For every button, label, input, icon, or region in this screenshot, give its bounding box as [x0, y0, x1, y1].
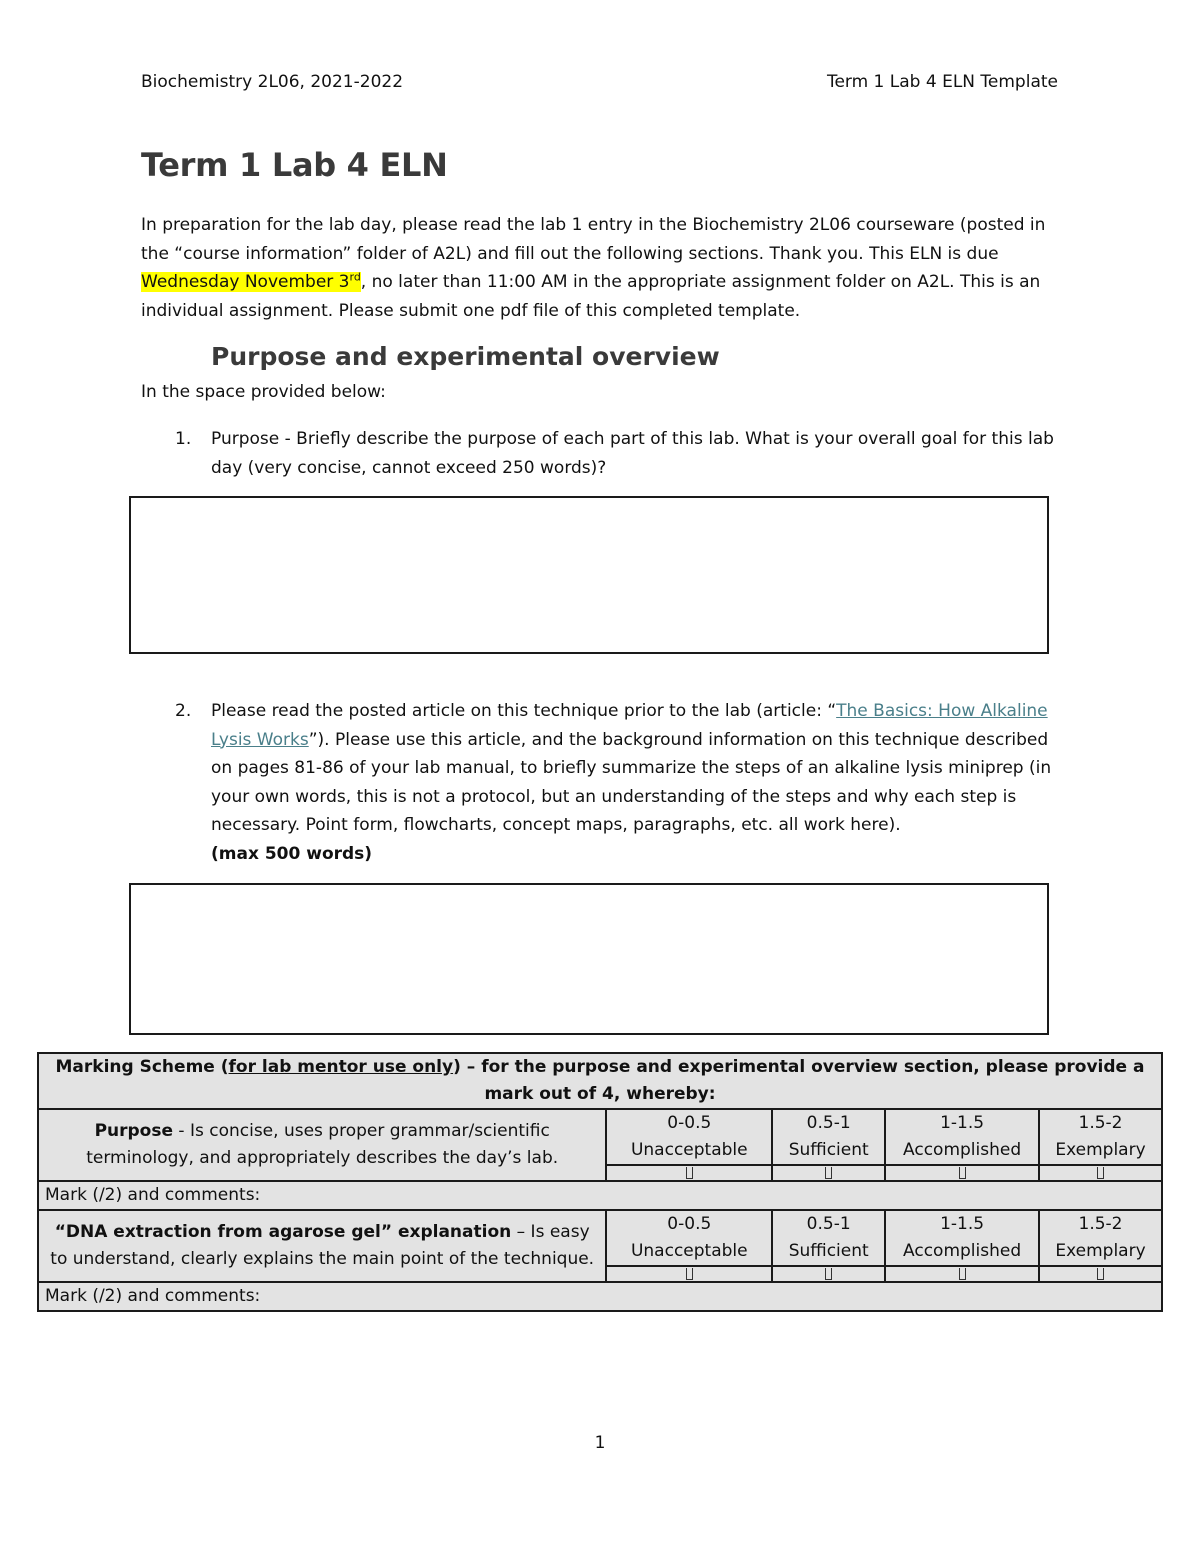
list-item-text: Purpose - Briefly describe the purpose of each part of this lab. What is your overall goal for this lab day (very concise, cannot exceed 250 words)? [211, 429, 1054, 478]
level-cell: 0.5-1 Sufficient [772, 1210, 885, 1266]
level-cell: 1-1.5 Accomplished [885, 1109, 1039, 1165]
marking-intro-row [38, 1053, 1162, 1109]
level-checkbox[interactable] [1039, 1266, 1162, 1282]
intro-text-1: In preparation for the lab day, please read the lab 1 entry in the Biochemistry 2L06 courseware (posted in the “course information” folder of A2L) and fill out the following sections. Thank you. This ELN is due [141, 215, 1046, 264]
level-cell: 1.5-2 Exemplary [1039, 1109, 1162, 1165]
level-checkbox[interactable] [606, 1165, 772, 1181]
marking-scheme-table [37, 1052, 1163, 1312]
level-checkbox[interactable] [772, 1165, 885, 1181]
criterion-cell: Purpose - Is concise, uses proper grammar/scientific terminology, and appropriately describes the day’s lab. [38, 1109, 606, 1181]
level-checkbox[interactable] [885, 1165, 1039, 1181]
list-number: 1. [175, 429, 192, 449]
mark-comments-cell[interactable]: Mark (/2) and comments: [38, 1181, 1162, 1210]
criterion-row-dna-extraction [38, 1210, 1162, 1266]
intro-text-2: , no later than 11:00 AM in the appropriate assignment folder on A2L. This is an individual assignment. Please submit one pdf file of this completed template. [141, 272, 1041, 321]
page-number: 1 [594, 1433, 606, 1453]
mark-row [38, 1282, 1162, 1311]
list-item-text-before-link: Please read the posted article on this technique prior to the lab (article: “ [211, 701, 837, 721]
purpose-answer-box[interactable] [129, 496, 1049, 654]
level-cell: 0-0.5 Unacceptable [606, 1109, 772, 1165]
level-cell: 0-0.5 Unacceptable [606, 1210, 772, 1266]
criterion-row-purpose [38, 1109, 1162, 1165]
due-date-suffix: rd [349, 270, 361, 284]
page-title: Term 1 Lab 4 ELN [141, 146, 448, 184]
level-checkbox[interactable] [1039, 1165, 1162, 1181]
level-checkbox[interactable] [885, 1266, 1039, 1282]
running-header-left: Biochemistry 2L06, 2021-2022 [141, 72, 404, 92]
article-link[interactable]: The Basics: How Alkaline Lysis Works [211, 701, 1048, 750]
due-date-highlight: Wednesday November 3rd [141, 270, 361, 292]
list-item-purpose [175, 425, 1061, 482]
criterion-cell: “DNA extraction from agarose gel” explanation – Is easy to understand, clearly explains the main point of the technique. [38, 1210, 606, 1282]
level-cell: 1.5-2 Exemplary [1039, 1210, 1162, 1266]
word-limit-note: (max 500 words) [211, 843, 373, 864]
level-cell: 1-1.5 Accomplished [885, 1210, 1039, 1266]
running-header-right: Term 1 Lab 4 ELN Template [826, 72, 1058, 92]
list-item-text-after-link: ”). Please use this article, and the background information on this technique described on pages 81-86 of your lab manual, to briefly summarize the steps of an alkaline lysis miniprep (in your own words, this is not a protocol, but an understanding of the steps and why each step is necessary. Point form, flowcharts, concept maps, paragraphs, etc. all work here). [211, 729, 1052, 835]
marking-intro-cell: Marking Scheme (for lab mentor use only) – for the purpose and experimental overview section, please provide a mark out of 4, whereby: [38, 1053, 1162, 1109]
level-cell: 0.5-1 Sufficient [772, 1109, 885, 1165]
list-item-summary [175, 697, 1061, 868]
list-number: 2. [175, 701, 192, 721]
instruction-text: In the space provided below: [141, 382, 386, 402]
section-heading: Purpose and experimental overview [211, 342, 720, 371]
mark-row [38, 1181, 1162, 1210]
level-checkbox[interactable] [772, 1266, 885, 1282]
summary-answer-box[interactable] [129, 883, 1049, 1035]
level-checkbox[interactable] [606, 1266, 772, 1282]
intro-paragraph [141, 211, 1051, 325]
mark-comments-cell[interactable]: Mark (/2) and comments: [38, 1282, 1162, 1311]
